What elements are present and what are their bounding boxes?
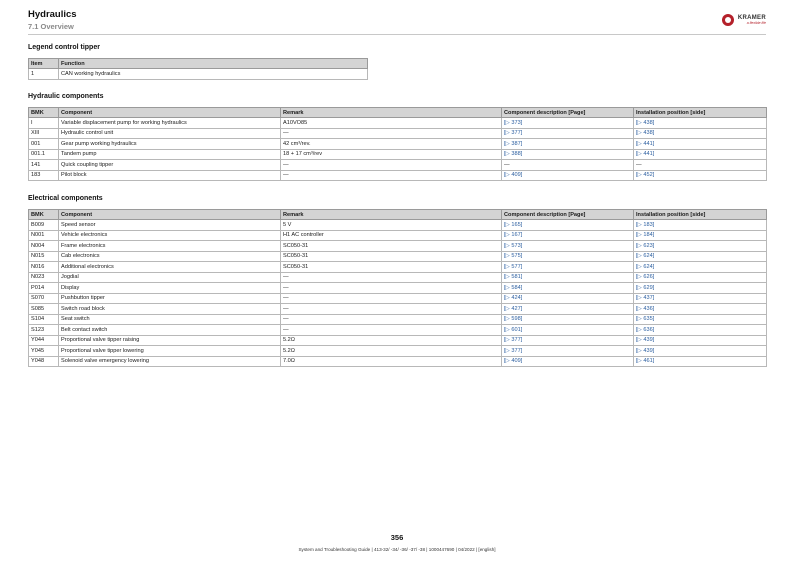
remark-cell: — [281, 272, 502, 283]
hydraulic-section [28, 93, 767, 181]
column-header: BMK [29, 210, 59, 220]
remark-cell: — [281, 283, 502, 294]
remark-cell: 18 + 17 cm³/rev [281, 149, 502, 160]
page-link[interactable]: [▷ 183] [634, 220, 767, 231]
table-row [29, 304, 767, 315]
bmk-cell: 141 [29, 160, 59, 171]
page-link[interactable]: [▷ 439] [634, 335, 767, 346]
bmk-cell: S104 [29, 314, 59, 325]
component-cell: Vehicle electronics [59, 230, 281, 241]
table-row [29, 230, 767, 241]
component-cell: Cab electronics [59, 251, 281, 262]
remark-cell: 42 cm³/rev. [281, 139, 502, 150]
page-link[interactable]: [▷ 438] [634, 128, 767, 139]
page-link[interactable]: [▷ 373] [502, 118, 634, 129]
position-cell: — [634, 160, 767, 171]
bmk-cell: P014 [29, 283, 59, 294]
hydraulic-table [28, 107, 767, 181]
table-row [29, 262, 767, 273]
page-link[interactable]: [▷ 438] [634, 118, 767, 129]
table-row [29, 325, 767, 336]
page-link[interactable]: [▷ 575] [502, 251, 634, 262]
page-link[interactable]: [▷ 636] [634, 325, 767, 336]
document-info: System and Troubleshooting Guide | 413-32/ -34/ -36/ -37/ -38 | 1000447690 | 04/2022 | [english] [298, 547, 496, 552]
page-number: 356 [390, 533, 404, 542]
component-cell: Proportional valve tipper raising [59, 335, 281, 346]
column-header: BMK [29, 108, 59, 118]
column-header: Component description [Page] [502, 108, 634, 118]
remark-cell: — [281, 325, 502, 336]
table-row [29, 293, 767, 304]
remark-cell: SC050-31 [281, 262, 502, 273]
bmk-cell: N004 [29, 241, 59, 252]
page-link[interactable]: [▷ 577] [502, 262, 634, 273]
table-cell: CAN working hydraulics [59, 69, 368, 80]
remark-cell: — [281, 170, 502, 181]
page-link[interactable]: [▷ 624] [634, 262, 767, 273]
remark-cell: — [281, 160, 502, 171]
page-link[interactable]: [▷ 167] [502, 230, 634, 241]
column-header: Function [59, 59, 368, 69]
page-link[interactable]: [▷ 409] [502, 356, 634, 367]
bmk-cell: N016 [29, 262, 59, 273]
table-row [29, 69, 368, 80]
section-subtitle: 7.1 Overview [28, 22, 74, 31]
page-link[interactable]: [▷ 623] [634, 241, 767, 252]
column-header: Installation position [side] [634, 210, 767, 220]
electrical-title: Electrical components [28, 195, 103, 202]
remark-cell: 7.0Ω [281, 356, 502, 367]
table-row [29, 149, 767, 160]
bmk-cell: N001 [29, 230, 59, 241]
legend-title: Legend control tipper [28, 44, 100, 51]
bmk-cell: 183 [29, 170, 59, 181]
page-link[interactable]: [▷ 635] [634, 314, 767, 325]
table-row [29, 283, 767, 294]
component-cell: Switch road block [59, 304, 281, 315]
column-header: Item [29, 59, 59, 69]
bmk-cell: XIII [29, 128, 59, 139]
bmk-cell: S070 [29, 293, 59, 304]
bmk-cell: Y048 [29, 356, 59, 367]
bmk-cell: Y045 [29, 346, 59, 357]
page-link[interactable]: [▷ 598] [502, 314, 634, 325]
remark-cell: 5.2Ω [281, 346, 502, 357]
column-header: Remark [281, 108, 502, 118]
table-row [29, 118, 767, 129]
bmk-cell: I [29, 118, 59, 129]
remark-cell: H1 AC controller [281, 230, 502, 241]
page-link[interactable]: [▷ 387] [502, 139, 634, 150]
bmk-cell: N015 [29, 251, 59, 262]
bmk-cell: 001 [29, 139, 59, 150]
table-row [29, 314, 767, 325]
brand-logo [722, 14, 766, 26]
component-cell: Pilot block [59, 170, 281, 181]
remark-cell: — [281, 314, 502, 325]
page-link[interactable]: [▷ 424] [502, 293, 634, 304]
page-link[interactable]: [▷ 624] [634, 251, 767, 262]
page-link[interactable]: [▷ 436] [634, 304, 767, 315]
remark-cell: SC050-31 [281, 251, 502, 262]
component-cell: Frame electronics [59, 241, 281, 252]
page-link[interactable]: [▷ 409] [502, 170, 634, 181]
page-link[interactable]: [▷ 573] [502, 241, 634, 252]
table-row [29, 272, 767, 283]
kramer-logo-icon [722, 14, 734, 26]
component-cell: Variable displacement pump for working hydraulics [59, 118, 281, 129]
table-row [29, 128, 767, 139]
component-cell: Jogdial [59, 272, 281, 283]
bmk-cell: 001.1 [29, 149, 59, 160]
page-link[interactable]: [▷ 437] [634, 293, 767, 304]
logo-tagline: a flexible life [746, 20, 766, 25]
component-cell: Quick coupling tipper [59, 160, 281, 171]
bmk-cell: S123 [29, 325, 59, 336]
component-cell: Tandem pump [59, 149, 281, 160]
page-link[interactable]: [▷ 184] [634, 230, 767, 241]
table-row [29, 346, 767, 357]
table-row [29, 356, 767, 367]
description-cell: — [502, 160, 634, 171]
table-row [29, 251, 767, 262]
page-link[interactable]: [▷ 165] [502, 220, 634, 231]
page-link[interactable]: [▷ 427] [502, 304, 634, 315]
page-link[interactable]: [▷ 584] [502, 283, 634, 294]
page-link[interactable]: [▷ 629] [634, 283, 767, 294]
remark-cell: — [281, 293, 502, 304]
table-row [29, 170, 767, 181]
table-row [29, 241, 767, 252]
legend-table [28, 58, 368, 80]
page-link[interactable]: [▷ 377] [502, 128, 634, 139]
component-cell: Solenoid valve emergency lowering [59, 356, 281, 367]
component-cell: Pushbutton tipper [59, 293, 281, 304]
page-link[interactable]: [▷ 439] [634, 346, 767, 357]
legend-section [28, 44, 368, 80]
remark-cell: A10VO85 [281, 118, 502, 129]
page-link[interactable]: [▷ 377] [502, 346, 634, 357]
column-header: Installation position [side] [634, 108, 767, 118]
electrical-section [28, 195, 767, 367]
table-row [29, 139, 767, 150]
remark-cell: — [281, 128, 502, 139]
component-cell: Hydraulic control unit [59, 128, 281, 139]
component-cell: Proportional valve tipper lowering [59, 346, 281, 357]
page-link[interactable]: [▷ 601] [502, 325, 634, 336]
bmk-cell: S085 [29, 304, 59, 315]
header-divider [28, 34, 766, 35]
bmk-cell: N023 [29, 272, 59, 283]
component-cell: Seat switch [59, 314, 281, 325]
remark-cell: SC050-31 [281, 241, 502, 252]
table-row [29, 160, 767, 171]
component-cell: Additional electronics [59, 262, 281, 273]
remark-cell: 5.2Ω [281, 335, 502, 346]
page-link[interactable]: [▷ 626] [634, 272, 767, 283]
hydraulic-title: Hydraulic components [28, 93, 104, 100]
table-cell: 1 [29, 69, 59, 80]
bmk-cell: Y044 [29, 335, 59, 346]
page-link[interactable]: [▷ 461] [634, 356, 767, 367]
component-cell: Speed sensor [59, 220, 281, 231]
column-header: Component [59, 210, 281, 220]
column-header: Component description [Page] [502, 210, 634, 220]
table-row [29, 335, 767, 346]
page-link[interactable]: [▷ 441] [634, 149, 767, 160]
page-link[interactable]: [▷ 441] [634, 139, 767, 150]
component-cell: Belt contact switch [59, 325, 281, 336]
logo-name: KRAMER [737, 14, 766, 21]
bmk-cell: B009 [29, 220, 59, 231]
remark-cell: 5 V [281, 220, 502, 231]
page-link[interactable]: [▷ 581] [502, 272, 634, 283]
column-header: Component [59, 108, 281, 118]
page-header [28, 9, 768, 31]
chapter-title: Hydraulics [28, 9, 77, 20]
electrical-table [28, 209, 767, 367]
page-link[interactable]: [▷ 452] [634, 170, 767, 181]
table-row [29, 220, 767, 231]
component-cell: Display [59, 283, 281, 294]
component-cell: Gear pump working hydraulics [59, 139, 281, 150]
page-link[interactable]: [▷ 377] [502, 335, 634, 346]
page-link[interactable]: [▷ 388] [502, 149, 634, 160]
remark-cell: — [281, 304, 502, 315]
column-header: Remark [281, 210, 502, 220]
